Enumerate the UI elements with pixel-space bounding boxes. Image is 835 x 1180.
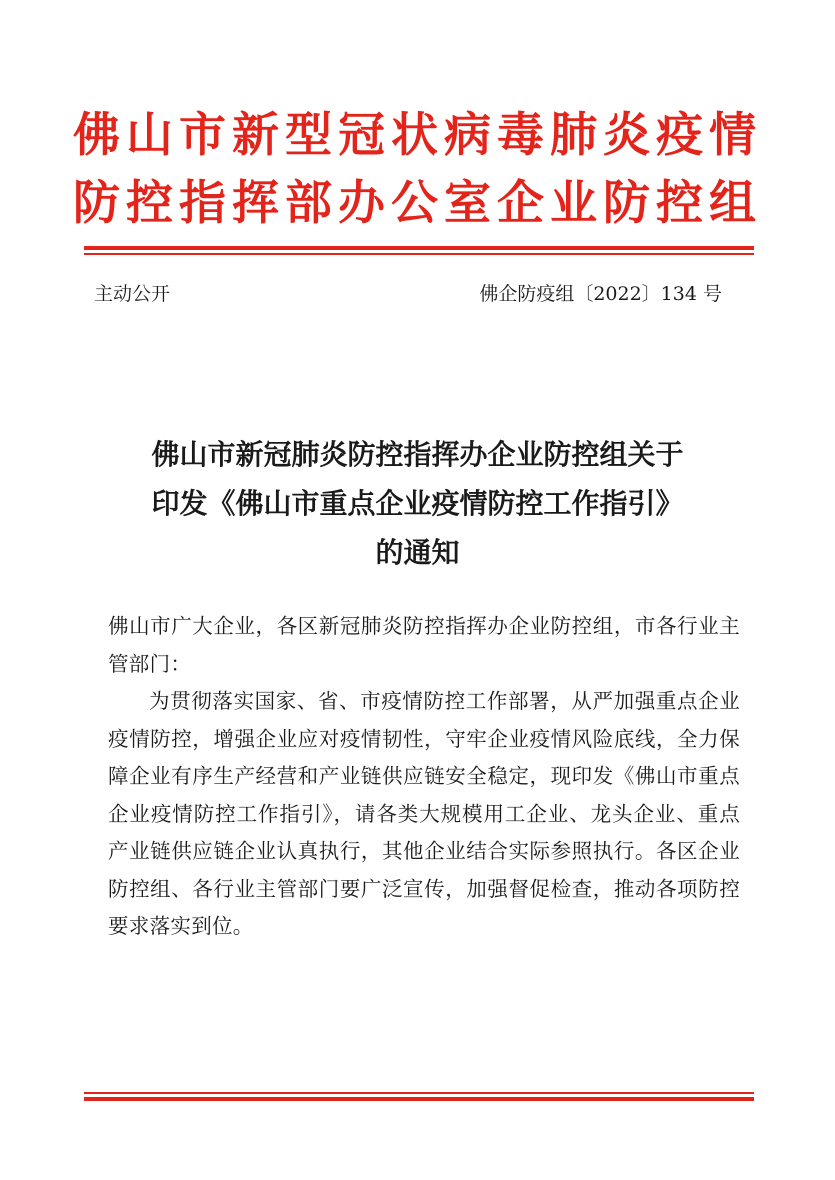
document-title	[0, 430, 835, 577]
footer-divider-thick	[84, 1097, 754, 1101]
document-title-line-1: 佛山市新冠肺炎防控指挥办企业防控组关于	[151, 438, 684, 471]
document-title-line-2: 印发《佛山市重点企业疫情防控工作指引》	[151, 487, 684, 520]
document-number: 佛企防疫组〔2022〕134 号	[479, 283, 722, 305]
document-body	[108, 608, 740, 946]
masthead-line-2: 防控指挥部办公室企业防控组	[73, 176, 762, 231]
header-divider-thick	[84, 246, 754, 250]
masthead-line-1: 佛山市新型冠状病毒肺炎疫情	[73, 108, 762, 163]
body-paragraph: 为贯彻落实国家、省、市疫情防控工作部署，从严加强重点企业疫情防控，增强企业应对疫情韧性，守牢企业疫情风险底线，全力保障企业有序生产经营和产业链供应链安全稳定，现印发《佛山市重点企业疫情防控工作指引》，请各类大规模用工企业、龙头企业、重点产业链供应链企业认真执行，其他企业结合实际参照执行。各区企业防控组、各行业主管部门要广泛宣传，加强督促检查，推动各项防控要求落实到位。	[108, 689, 740, 938]
disclosure-label: 主动公开	[94, 283, 171, 305]
document-title-line-3: 的通知	[375, 536, 460, 569]
salutation: 佛山市广大企业，各区新冠肺炎防控指挥办企业防控组，市各行业主管部门：	[108, 614, 740, 676]
header-divider-thin	[84, 253, 754, 255]
footer-divider-thin	[84, 1092, 754, 1094]
